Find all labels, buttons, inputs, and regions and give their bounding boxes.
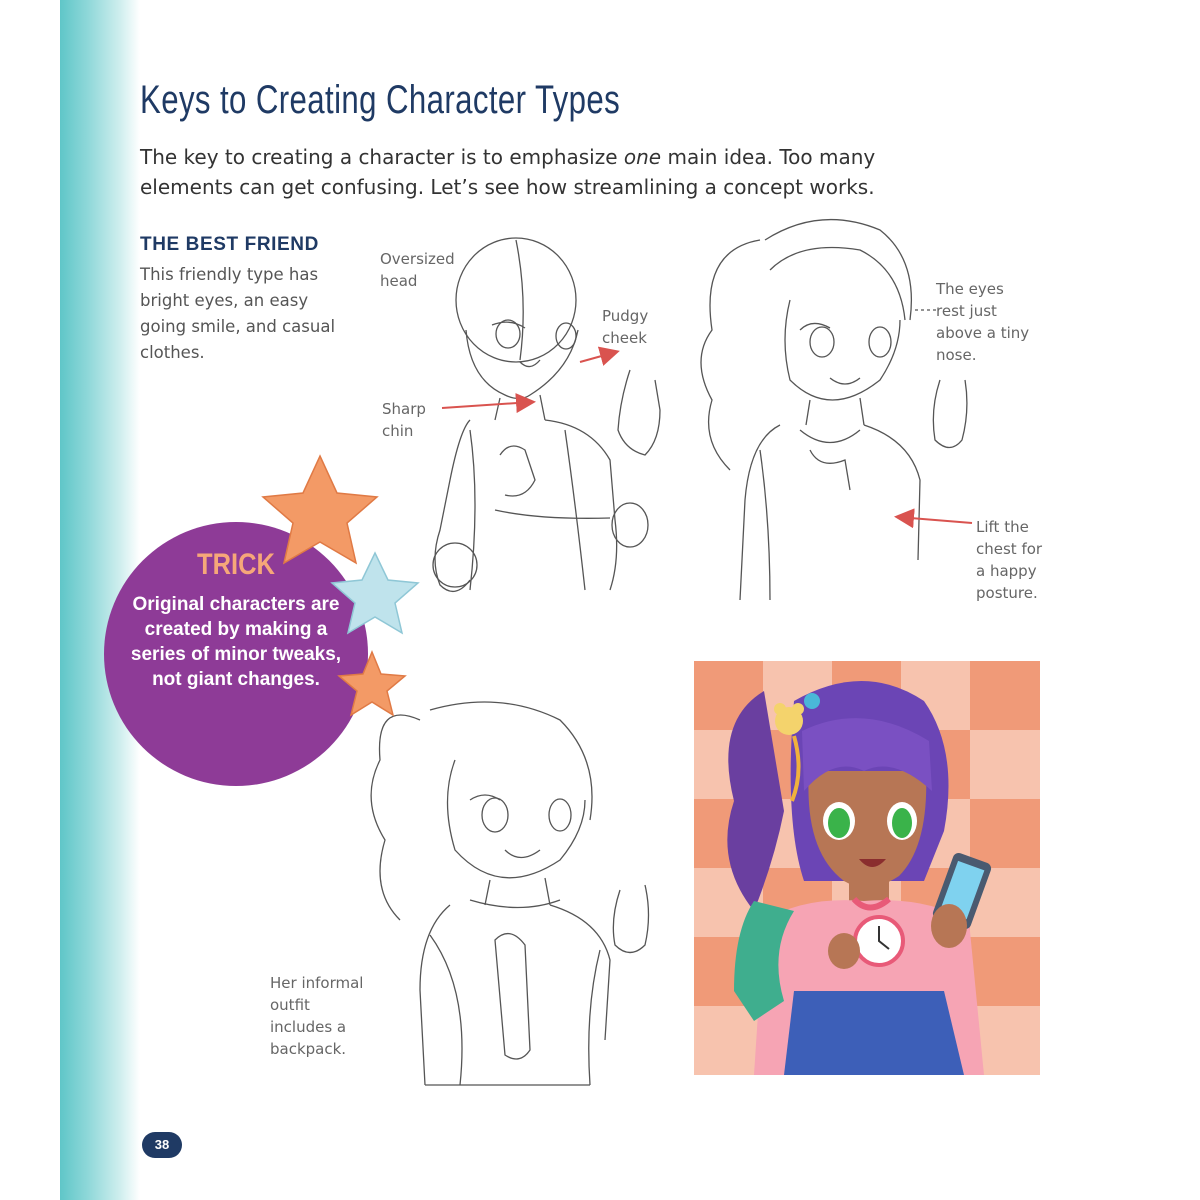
annotation-line: includes a (270, 1018, 347, 1036)
character-illustration (694, 661, 1040, 1075)
annotation-line: chin (382, 422, 414, 440)
annotation-line: chest for (976, 540, 1043, 558)
section-description: This friendly type has bright eyes, an easy going smile, and casual clothes. (140, 265, 336, 362)
intro-text-end: main idea. Too many elements can get confusing. Let’s see how streamlining a concept works. (140, 145, 876, 199)
annotation-line: Lift the (976, 518, 1029, 536)
trick-title: TRICK (197, 548, 275, 581)
blue-star-icon (332, 553, 418, 633)
small-orange-star-icon (339, 652, 405, 715)
annotation-line: outfit (270, 996, 310, 1014)
annotation-line: Oversized (380, 250, 455, 268)
annotation-line: backpack. (270, 1040, 347, 1058)
annotation-line: rest just (936, 302, 997, 320)
section-heading: THE BEST FRIEND (140, 234, 319, 255)
colored-character-artwork (694, 661, 1040, 1075)
orange-star-icon (263, 456, 377, 563)
intro-text-start: The key to creating a character is to emphasize (140, 145, 624, 169)
annotation-line: head (380, 272, 418, 290)
annotation-line: Sharp (382, 400, 426, 418)
trick-body: Original characters are created by making a series of minor tweaks, not giant changes. (130, 594, 342, 690)
annotation-line: Her informal (270, 974, 364, 992)
page-title: Keys to Creating Character Types (140, 78, 621, 122)
annotation-line: posture. (976, 584, 1038, 602)
intro-emphasis: one (623, 145, 662, 169)
annotation-line: above a tiny (936, 324, 1030, 342)
annotation-line: Pudgy (602, 307, 649, 325)
annotation-line: nose. (936, 346, 977, 364)
annotation-line: cheek (602, 329, 647, 347)
annotation-line: a happy (976, 562, 1037, 580)
annotation-line: The eyes (936, 280, 1004, 298)
page-number-badge: 38 (142, 1132, 182, 1158)
